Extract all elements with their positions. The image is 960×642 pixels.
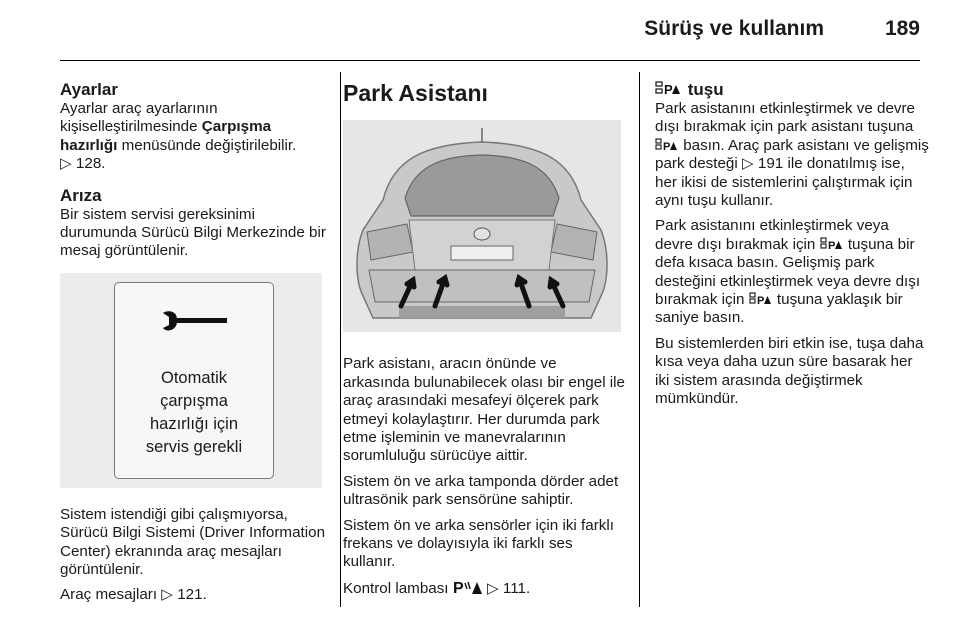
chapter-title: Sürüş ve kullanım <box>644 17 824 40</box>
page-ref-link[interactable]: 111. <box>502 579 531 597</box>
column-left <box>60 80 330 612</box>
menu-term: Çarpışma hazırlığı <box>60 118 272 154</box>
section-heading-button: P tuşu <box>655 80 930 100</box>
button-paragraph-1: Park asistanını etkinleştirmek ve devre dışı bırakmak için park asistanı tuşuna P basın. Araç park asistanı ve gelişmiş park desteği ▷ 191 ile donatılmış ise, her ikisi de sistemlerini çalıştırmak için aynı tuşu kullanır. <box>655 100 929 210</box>
sensors-paragraph: Sistem ön ve arka tamponda dörder adet ultrasönik park sensörüne sahiptir. <box>343 472 619 509</box>
settings-paragraph: Ayarlar araç ayarlarının kişiselleştirilmesinde Çarpışma hazırlığı menüsünde değiştirilebilir. ▷ 128. <box>60 100 297 173</box>
park-assist-button-icon <box>655 138 679 152</box>
column-divider <box>639 72 640 607</box>
svg-text:P: P <box>663 140 671 152</box>
svg-text:P: P <box>827 239 835 251</box>
svg-text:P: P <box>452 579 464 595</box>
svg-text:P: P <box>664 82 673 97</box>
section-heading-park-assist: Park Asistanı <box>343 80 488 106</box>
button-paragraph-2: Park asistanını etkinleştirmek veya devre dışı bırakmak için P tuşuna bir defa kısaca basın. Gelişmiş park desteğini etkinleştirmek veya devre dışı bırakmak için P tuşuna yaklaşık bir saniye basın. <box>655 217 921 327</box>
button-paragraph-3: Bu sistemlerden biri etkin ise, tuşa daha kısa veya daha uzun süre basarak her iki sistem arasında değiştirmek mümkündür. <box>655 334 924 408</box>
wrench-icon <box>161 309 231 335</box>
fault-paragraph: Bir sistem servisi gereksinimi durumunda Sürücü Bilgi Merkezinde bir mesaj görüntülenir. <box>60 205 326 260</box>
park-assist-lamp-icon <box>453 579 483 595</box>
page-number: 189 <box>884 17 920 40</box>
malfunction-paragraph: Sistem istendiği gibi çalışmıyorsa, Sürücü Bilgi Sistemi (Driver Information Center) ekranında araç mesajları görüntülenir. <box>60 505 326 579</box>
park-assist-intro: Park asistanı, aracın önünde ve arkasında bulunabilecek olası bir engel ile araç arasındaki mesafeyi ölçerek park etmeyi kolaylaştırır. Her durumda park etme işleminin ve manevralarının sorumluluğu sürücüye aittir. <box>343 355 625 465</box>
page-ref-link[interactable]: 128. <box>75 155 106 173</box>
column-middle <box>343 76 625 605</box>
dic-message-figure <box>60 273 322 488</box>
section-heading-fault: Arıza <box>60 185 102 205</box>
car-rear-illustration <box>343 120 621 332</box>
park-assist-button-icon <box>820 237 844 251</box>
park-assist-button-icon <box>655 81 683 97</box>
section-heading-settings: Ayarlar <box>60 80 118 99</box>
page-ref-link[interactable]: 121. <box>177 586 207 604</box>
frequencies-paragraph: Sistem ön ve arka sensörler için iki farklı frekans ve dolayısıyla iki farklı ses kullanır. <box>343 516 614 571</box>
page-ref-arrow-icon: ▷ <box>486 579 499 597</box>
page-ref-arrow-icon: ▷ <box>741 155 754 173</box>
column-right <box>655 80 930 416</box>
page-ref-arrow-icon: ▷ <box>60 155 72 173</box>
vehicle-messages-ref: Araç mesajları ▷ 121. <box>60 586 207 604</box>
svg-text:P: P <box>756 295 765 307</box>
page-header <box>60 0 920 61</box>
display-message: Otomatik çarpışma hazırlığı için servis gerekli <box>145 368 243 456</box>
display-panel <box>114 282 274 479</box>
page-ref-arrow-icon: ▷ <box>161 586 173 604</box>
control-lamp-ref: Kontrol lambası P ▷ 111. <box>343 579 531 597</box>
park-assist-button-icon <box>749 292 773 306</box>
column-divider <box>340 72 341 607</box>
